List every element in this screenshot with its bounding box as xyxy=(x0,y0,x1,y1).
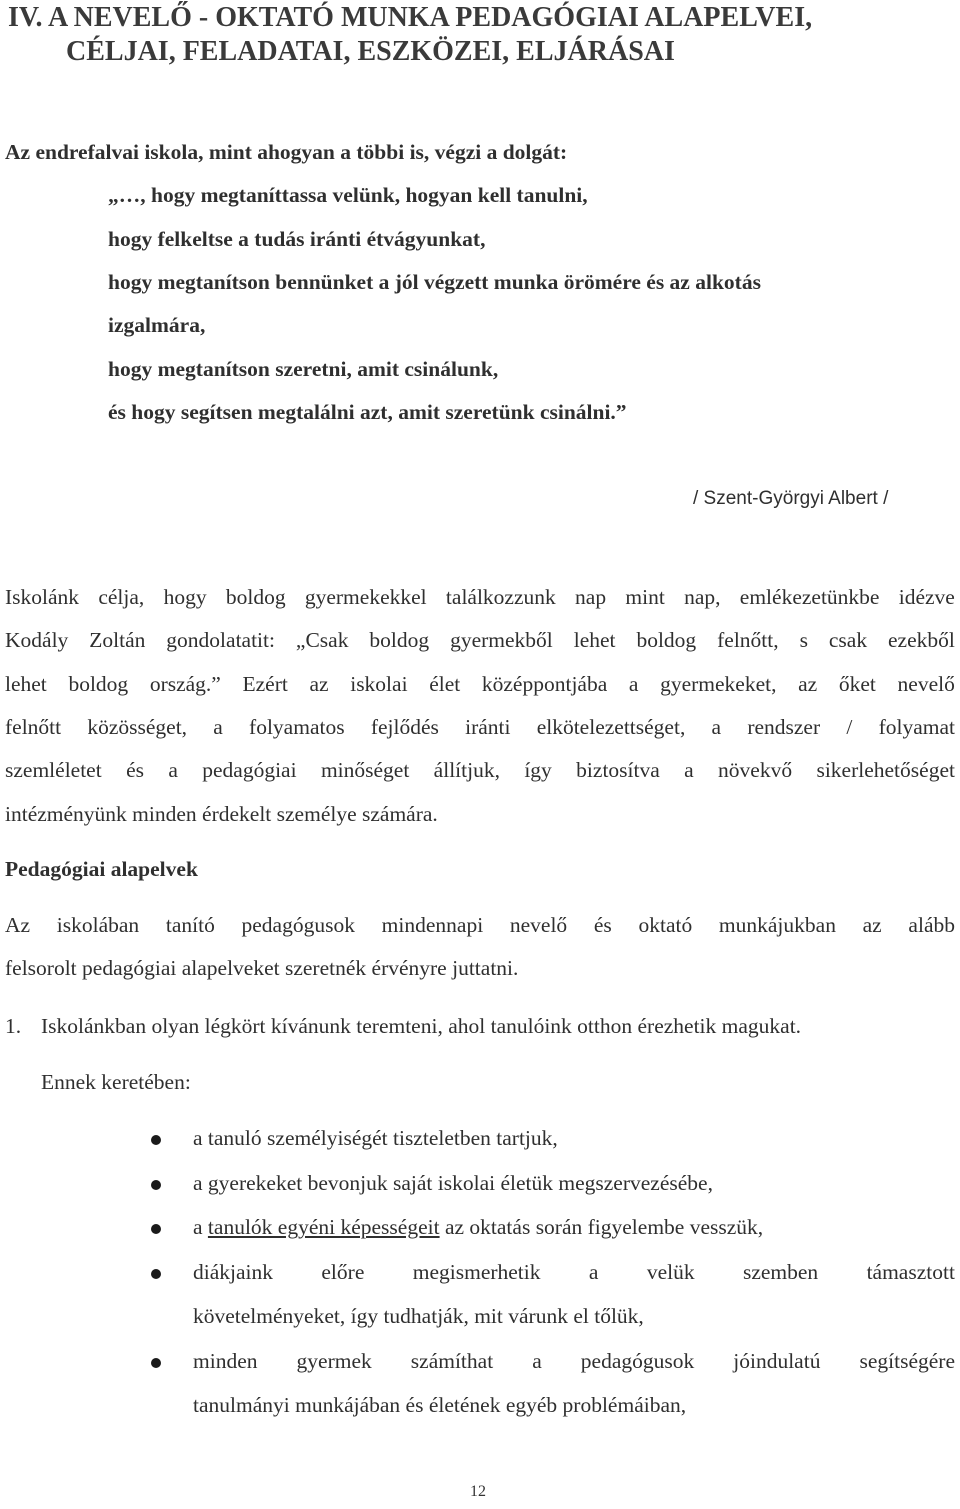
word: a xyxy=(532,1349,542,1373)
bullet-text-line xyxy=(193,1349,955,1374)
section-intro-line: felsorolt pedagógiai alapelveket szeretnék érvényre juttatni. xyxy=(5,956,519,980)
bullet-icon xyxy=(151,1224,161,1234)
word: nevelő xyxy=(897,672,955,696)
paragraph-line xyxy=(5,715,955,740)
word: Iskolánk xyxy=(5,585,80,609)
bullet-icon xyxy=(151,1269,161,1279)
word: gyermekből xyxy=(450,628,553,652)
word: növekvő xyxy=(718,758,793,782)
word: előre xyxy=(321,1260,365,1284)
word: gyermekekkel xyxy=(304,585,427,609)
word: segítségére xyxy=(859,1349,955,1373)
principle-number: 1. xyxy=(5,1014,22,1038)
word: iskolai xyxy=(350,672,408,696)
word: középpontjába xyxy=(481,672,608,696)
word: folyamat xyxy=(878,715,955,739)
word: jóindulatú xyxy=(733,1349,821,1373)
word: emlékezetünkbe xyxy=(739,585,880,609)
bullet-text-post: az oktatás során figyelembe vesszük, xyxy=(439,1215,764,1239)
word: gyermekeket, xyxy=(660,672,777,696)
word: pedagógusok xyxy=(580,1349,695,1373)
chapter-heading-line2: CÉLJAI, FELADATAI, ESZKÖZEI, ELJÁRÁSAI xyxy=(66,36,675,67)
bullet-text xyxy=(193,1215,763,1240)
quote-line: hogy megtanítson szeretni, amit csinálunk, xyxy=(108,357,499,381)
word: hogy xyxy=(163,585,207,609)
word: a xyxy=(711,715,722,739)
word: élet xyxy=(429,672,461,696)
bullet-icon xyxy=(151,1358,161,1368)
frame-label: Ennek keretében: xyxy=(41,1070,191,1094)
word: Az xyxy=(5,913,31,937)
word: találkozzunk xyxy=(445,585,556,609)
word: munkájukban xyxy=(718,913,836,937)
word: ezekből xyxy=(888,628,955,652)
word: állítjuk, xyxy=(433,758,500,782)
word: az xyxy=(798,672,818,696)
word: alább xyxy=(908,913,955,937)
word: és xyxy=(593,913,612,937)
word: iránti xyxy=(465,715,511,739)
word: a xyxy=(168,758,178,782)
word: megismerhetik xyxy=(412,1260,541,1284)
page-number: 12 xyxy=(470,1483,486,1500)
word: a xyxy=(213,715,223,739)
bullet-text: a tanuló személyiségét tiszteletben tartjuk, xyxy=(193,1126,558,1150)
word: őket xyxy=(838,672,876,696)
paragraph-line xyxy=(5,628,955,653)
word: Kodály xyxy=(5,628,69,652)
word: sikerlehetőséget xyxy=(816,758,955,782)
word: felnőtt xyxy=(5,715,62,739)
word: a xyxy=(588,1260,599,1284)
word: biztosítva xyxy=(576,758,660,782)
word: így xyxy=(524,758,552,782)
quote-line: hogy felkeltse a tudás iránti étvágyunkat, xyxy=(108,227,486,251)
quote-line: izgalmára, xyxy=(108,313,206,337)
word: oktató xyxy=(638,913,693,937)
word: Zoltán xyxy=(89,628,146,652)
word: boldog xyxy=(636,628,697,652)
word: ország.” xyxy=(149,672,221,696)
bullet-text-line: követelményeket, így tudhatják, mit várunk el tőlük, xyxy=(193,1304,644,1328)
word: a xyxy=(684,758,694,782)
word: lehet xyxy=(5,672,47,696)
word: pedagógiai xyxy=(202,758,297,782)
bullet-text: a gyerekeket bevonjuk saját iskolai életük megszervezésébe, xyxy=(193,1171,713,1195)
word: szemben xyxy=(742,1260,819,1284)
word: minden xyxy=(193,1349,258,1373)
quote-line: és hogy segítsen megtalálni azt, amit szeretünk csinálni.” xyxy=(108,400,627,424)
quote-line: hogy megtanítson bennünket a jól végzett munka örömére és az alkotás xyxy=(108,270,761,294)
word: Ezért xyxy=(242,672,288,696)
bullet-icon xyxy=(151,1135,161,1145)
paragraph-line xyxy=(5,758,955,783)
word: / xyxy=(846,715,853,739)
quote-line: „…, hogy megtaníttassa velünk, hogyan kell tanulni, xyxy=(108,183,588,207)
word: mindennapi xyxy=(381,913,484,937)
word: csak xyxy=(828,628,868,652)
chapter-heading-line1: IV. A NEVELŐ - OKTATÓ MUNKA PEDAGÓGIAI ALAPELVEI, xyxy=(8,2,813,33)
word: közösséget, xyxy=(87,715,188,739)
word: az xyxy=(309,672,329,696)
word: nevelő xyxy=(509,913,568,937)
word: szemléletet xyxy=(5,758,102,782)
word: a xyxy=(628,672,639,696)
word: rendszer xyxy=(747,715,821,739)
paragraph-line xyxy=(5,585,955,610)
word: gondolatatit: xyxy=(166,628,275,652)
quote-intro: Az endrefalvai iskola, mint ahogyan a többi is, végzi a dolgát: xyxy=(5,140,568,164)
word: boldog xyxy=(68,672,129,696)
word: velük xyxy=(646,1260,695,1284)
section-intro-line xyxy=(5,913,955,938)
word: tanító xyxy=(165,913,215,937)
paragraph-line xyxy=(5,672,955,697)
word: idézve xyxy=(898,585,955,609)
word: minőséget xyxy=(320,758,410,782)
word: felnőtt, xyxy=(717,628,779,652)
bullet-text-pre: a xyxy=(193,1215,208,1239)
word: az xyxy=(862,913,882,937)
word: folyamatos xyxy=(249,715,345,739)
underlined-phrase: tanulók egyéni képességeit xyxy=(207,1215,440,1239)
word: boldog xyxy=(225,585,286,609)
paragraph-line: intézményünk minden érdekelt személye számára. xyxy=(5,802,438,826)
word: elkötelezettséget, xyxy=(536,715,686,739)
word: iskolában xyxy=(56,913,140,937)
word: célja, xyxy=(98,585,145,609)
word: diákjaink xyxy=(193,1260,274,1284)
word: lehet xyxy=(573,628,616,652)
word: gyermek xyxy=(296,1349,372,1373)
word: nap, xyxy=(684,585,721,609)
word: fejlődés xyxy=(370,715,439,739)
word: nap xyxy=(575,585,607,609)
word: támasztott xyxy=(866,1260,955,1284)
word: mint xyxy=(625,585,665,609)
word: „Csak xyxy=(295,628,349,652)
word: számíthat xyxy=(410,1349,494,1373)
section-title: Pedagógiai alapelvek xyxy=(5,857,198,881)
quote-author: / Szent-Györgyi Albert / xyxy=(693,488,889,509)
bullet-text-line: tanulmányi munkájában és életének egyéb problémáiban, xyxy=(193,1393,687,1417)
bullet-icon xyxy=(151,1180,161,1190)
word: s xyxy=(799,628,808,652)
word: pedagógusok xyxy=(241,913,355,937)
bullet-text-line xyxy=(193,1260,955,1285)
word: boldog xyxy=(369,628,430,652)
word: és xyxy=(126,758,144,782)
principle-text: Iskolánkban olyan légkört kívánunk teremteni, ahol tanulóink otthon érezhetik magukat. xyxy=(41,1014,802,1038)
